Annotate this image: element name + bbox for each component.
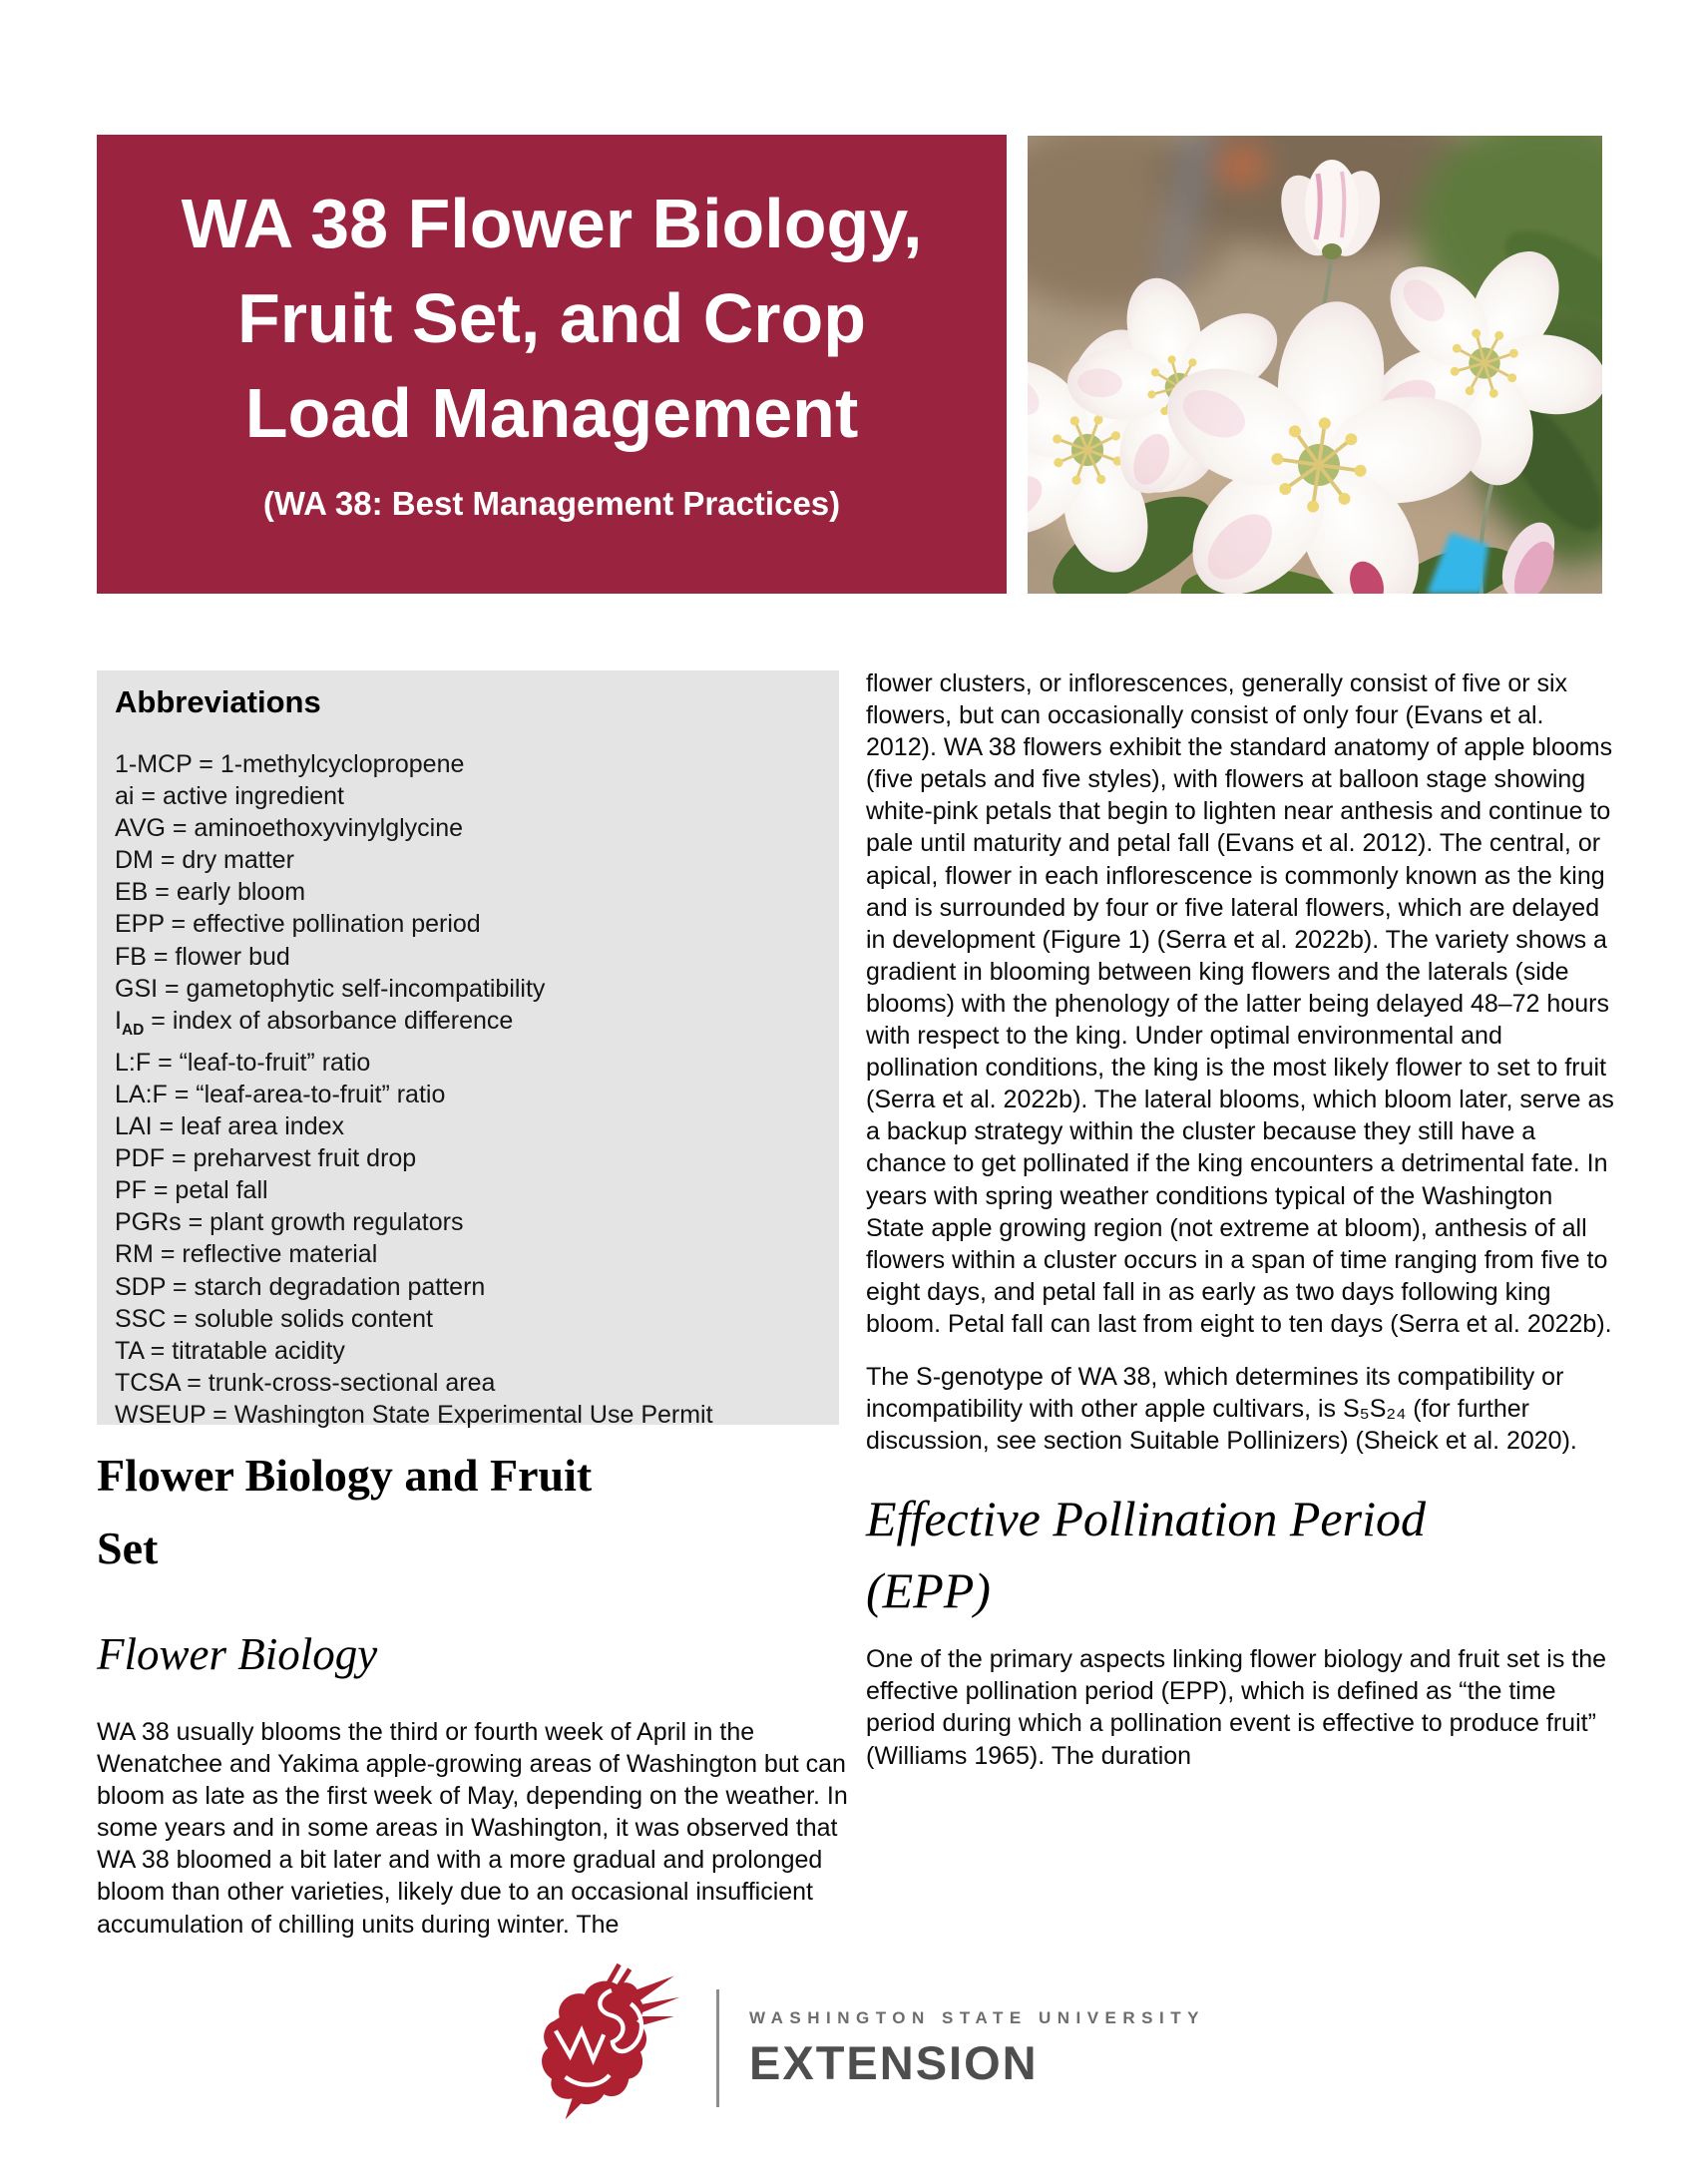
iad-definition: = index of absorbance difference	[144, 1006, 514, 1035]
apple-blossom-illustration	[1028, 136, 1602, 594]
abbreviation-item: 1-MCP = 1-methylcyclopropene	[115, 750, 465, 778]
abbreviation-item: RM = reflective material	[115, 1240, 378, 1269]
abbreviation-item: SDP = starch degradation pattern	[115, 1272, 486, 1301]
right-column	[866, 667, 1616, 1772]
subsection-heading-effective-pollination-period	[866, 1483, 1616, 1626]
abbreviation-item: LA:F = “leaf-area-to-fruit” ratio	[115, 1080, 446, 1108]
page-title-line-1: WA 38 Flower Biology,	[181, 185, 923, 262]
footer-divider	[716, 1989, 719, 2107]
iad-subscript: AD	[121, 1021, 145, 1039]
title-banner	[97, 135, 1007, 594]
abbreviation-item: PF = petal fall	[115, 1176, 268, 1205]
abbreviations-title: Abbreviations	[115, 684, 321, 719]
apple-blossom-photo	[1028, 136, 1602, 594]
left-column	[97, 1439, 857, 1941]
abbreviation-item: FB = flower bud	[115, 942, 290, 971]
right-column-paragraph-1: flower clusters, or inflorescences, generally consist of five or six flowers, but can occasionally consist of only four (Evans et al. 2012). WA 38 flowers exhibit the standard anatomy of apple blooms (five petals and five styles), with flowers at balloon stage showing white-pink petals that begin to lighten near anthesis and continue to pale until maturity and petal fall (Evans et al. 2012). The central, or apical, flower in each inflorescence is commonly known as the king and is surrounded by four or five lateral flowers, which are delayed in development (Figure 1) (Serra et al. 2022b). The variety shows a gradient in blooming between king flowers and the laterals (side blooms) with the phenology of the latter being delayed 48–72 hours with respect to the king. Under optimal environmental and pollination conditions, the king is the most likely flower to set to fruit (Serra et al. 2022b). The lateral blooms, which bloom later, serve as a backup strategy within the cluster because they still have a chance to get pollinated if the king encounters a detrimental fate. In years with spring weather conditions typical of the Washington State apple growing region (not extreme at bloom), anthesis of all flowers within a cluster occurs in a span of time ranging from five to eight days, and petal fall in as early as two days following king bloom. Petal fall can last from eight to ten days (Serra et al. 2022b).	[866, 669, 1614, 1338]
abbreviation-item: AVG = aminoethoxyvinylglycine	[115, 814, 464, 843]
wsu-cougar-logo-icon	[527, 1960, 690, 2127]
abbreviation-item: WSEUP = Washington State Experimental Use Permit	[115, 1400, 713, 1429]
abbreviation-item: EB = early bloom	[115, 878, 306, 907]
abbreviation-item: TA = titratable acidity	[115, 1336, 345, 1365]
abbreviations-list	[115, 748, 821, 1431]
abbreviation-item: L:F = “leaf-to-fruit” ratio	[115, 1048, 371, 1077]
abbreviation-item: PGRs = plant growth regulators	[115, 1208, 464, 1237]
page-title	[97, 177, 1007, 461]
section-heading-line-2: Set	[97, 1523, 159, 1573]
abbreviation-item: SSC = soluble solids content	[115, 1304, 433, 1333]
abbreviation-item: LAI = leaf area index	[115, 1112, 345, 1141]
iad-symbol: I	[115, 1006, 122, 1035]
university-name: WASHINGTON STATE UNIVERSITY	[749, 2008, 1205, 2027]
page-title-line-2: Fruit Set, and Crop	[237, 279, 866, 357]
extension-wordmark: EXTENSION	[749, 2036, 1039, 2089]
left-column-paragraph: WA 38 usually blooms the third or fourth week of April in the Wenatchee and Yakima apple-growing areas of Washington but can bloom as late as the first week of May, depending on the weather. In some years and in some areas in Washington, it was observed that WA 38 bloomed a bit later and with a more gradual and prolonged bloom than other varieties, likely due to an occasional insufficient accumulation of chilling units during winter. The	[97, 1718, 848, 1939]
page-title-line-3: Load Management	[244, 374, 859, 452]
abbreviation-item: ai = active ingredient	[115, 782, 345, 811]
section-heading-line-1: Flower Biology and Fruit	[97, 1450, 593, 1501]
right-column-paragraph-2: The S-genotype of WA 38, which determines its compatibility or incompatibility with other apple cultivars, is S₅S₂₄ (for further discussion, see section Suitable Pollinizers) (Sheick et al. 2020).	[866, 1362, 1577, 1456]
right-column-paragraph-3: One of the primary aspects linking flower biology and fruit set is the effective pollination period (EPP), which is defined as “the time period during which a pollination event is effective to produce fruit” (Williams 1965). The duration	[866, 1645, 1607, 1770]
abbreviation-item: DM = dry matter	[115, 846, 294, 875]
section-heading-flower-biology-and-fruit-set	[97, 1439, 857, 1584]
abbreviations-box	[97, 670, 839, 1429]
footer-logo-block	[527, 1960, 1205, 2127]
abbreviation-item: TCSA = trunk-cross-sectional area	[115, 1368, 496, 1397]
page-subtitle: (WA 38: Best Management Practices)	[262, 485, 841, 522]
abbreviation-item: PDF = preharvest fruit drop	[115, 1144, 417, 1173]
abbreviation-item-iad	[115, 1005, 821, 1047]
subsection-heading-flower-biology: Flower Biology	[97, 1629, 378, 1679]
epp-heading-line-2: (EPP)	[866, 1562, 991, 1619]
abbreviation-item: EPP = effective pollination period	[115, 910, 481, 939]
epp-heading-line-1: Effective Pollination Period	[866, 1491, 1426, 1547]
abbreviation-item: GSI = gametophytic self-incompatibility	[115, 974, 546, 1003]
footer-text	[749, 1996, 1205, 2090]
